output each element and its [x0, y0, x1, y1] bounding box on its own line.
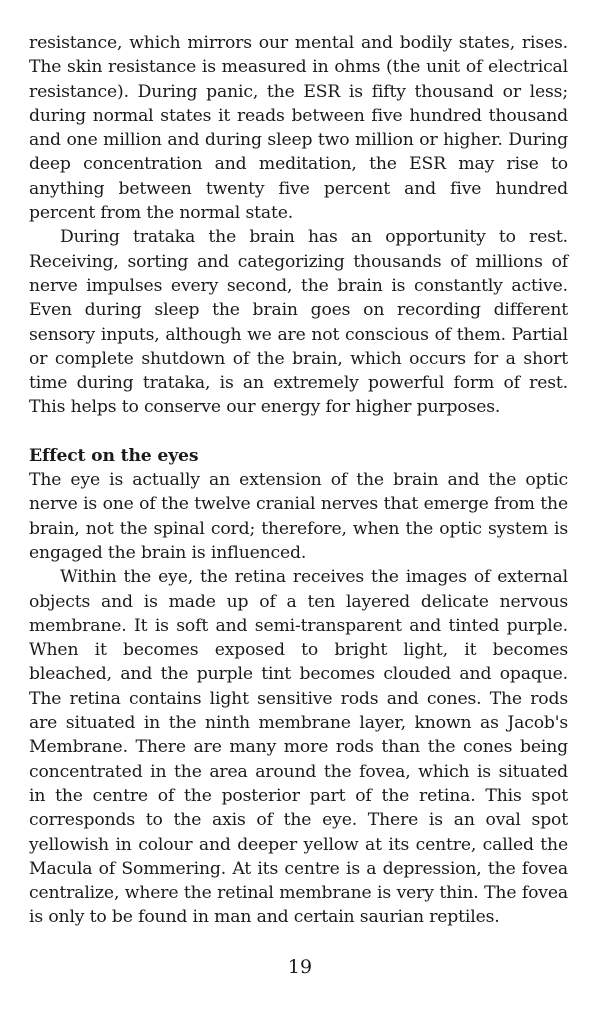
paragraph-optic-nerve: The eye is actually an extension of the brain and the optic nerve is one of the twelve cranial nerves that emerge from the brain, not the spinal cord; therefore, when the optic system is engaged the brain is influenced. [29, 470, 568, 563]
page-number: 19 [287, 956, 313, 978]
section-gap [29, 420, 568, 444]
section-heading: Effect on the eyes [29, 445, 199, 466]
paragraph-brain-rest: During trataka the brain has an opportunity to rest. Receiving, sorting and categorizing thousands of millions of nerve impulses every second, the brain is constantly active. Even during sleep the brain goes on recording different sensory inputs, although we are not conscious of them. Partial or complete shutdown of the brain, which occurs for a short time during trataka, is an extremely powerful form of rest. This helps to conserve our energy for higher purposes. [29, 227, 568, 418]
page-body [29, 31, 568, 930]
paragraph-skin-resistance: resistance, which mirrors our mental and bodily states, rises. The skin resistance is measured in ohms (the unit of electrical resistance). During panic, the ESR is fifty thousand or less; during normal states it reads between five hundred thousand and one million and during sleep two million or higher. During deep concentration and meditation, the ESR may rise to anything between twenty five percent and five hundred percent from the normal state. [29, 33, 568, 224]
paragraph-retina: Within the eye, the retina receives the images of external objects and is made up of a ten layered delicate nervous membrane. It is soft and semi-transparent and tinted purple. When it becomes exposed to bright light, it becomes bleached, and the purple tint becomes clouded and opaque. The retina contains light sensitive rods and cones. The rods are situated in the ninth membrane layer, known as Jacob's Membrane. There are many more rods than the cones being concentrated in the area around the fovea, which is situated in the centre of the posterior part of the retina. This spot corresponds to the axis of the eye. There is an oval spot yellowish in colour and deeper yellow at its centre, called the Macula of Sommering. At its centre is a depression, the fovea centralize, where the retinal membrane is very thin. The fovea is only to be found in man and certain saurian reptiles. [29, 567, 568, 928]
